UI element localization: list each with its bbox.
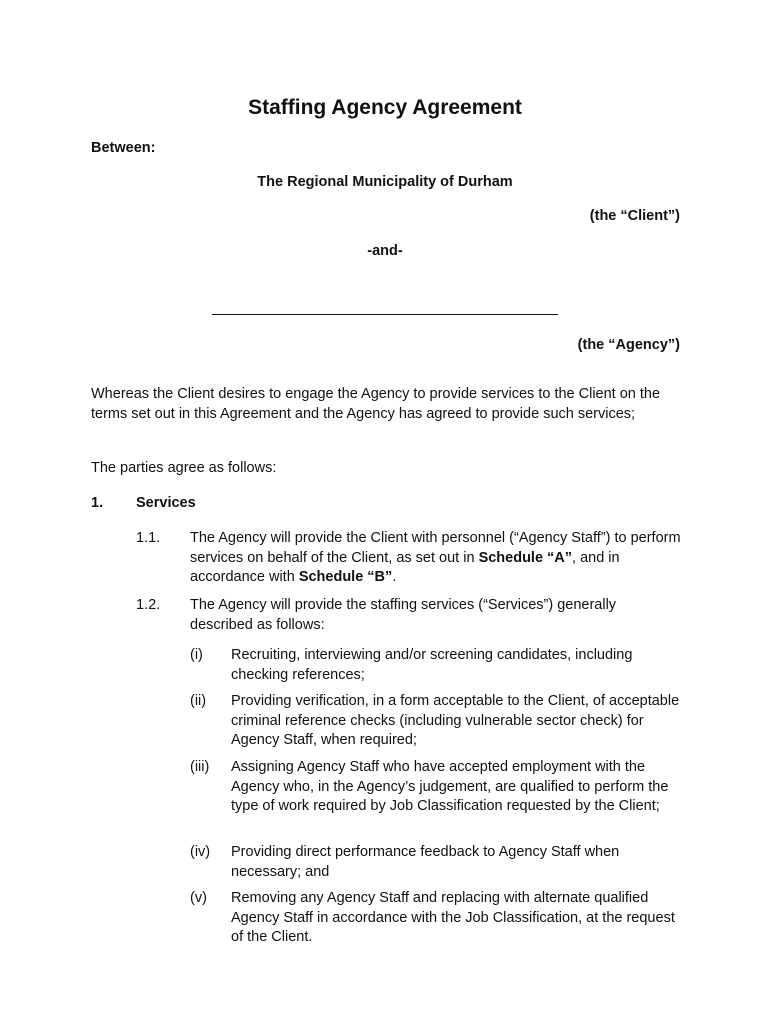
whereas-paragraph: Whereas the Client desires to engage the Agency to provide services to the Client on the terms set out in this Agreement and the Agency has agreed to provide such services; <box>91 386 661 422</box>
schedule-a-ref: Schedule “A” <box>478 549 573 566</box>
list-item-text: Assigning Agency Staff who have accepted employment with the Agency who, in the Agency’s judgement, are qualified to perform the type of work required by Job Classification requested by the Client; <box>231 759 669 814</box>
list-item-text: Removing any Agency Staff and replacing with alternate qualified Agency Staff in accordance with the Job Classification, at the request of the Client. <box>231 890 675 945</box>
between-label: Between: <box>91 140 156 156</box>
subsection-number: 1.2. <box>136 597 161 613</box>
subsection-number: 1.1. <box>136 530 161 546</box>
parties-agree-paragraph: The parties agree as follows: <box>91 460 277 476</box>
and-label: -and- <box>367 243 403 259</box>
client-tag: (the “Client”) <box>589 208 680 224</box>
subsection-text: The Agency will provide the staffing services (“Services”) generally described as follows: <box>190 597 617 633</box>
list-item-number: (i) <box>190 647 203 663</box>
agency-tag: (the “Agency”) <box>577 337 680 353</box>
list-item-text: Providing direct performance feedback to Agency Staff when necessary; and <box>231 844 620 880</box>
client-name: The Regional Municipality of Durham <box>257 174 513 190</box>
subsection-text <box>190 529 682 588</box>
section-title: Services <box>136 495 196 511</box>
list-item-number: (ii) <box>190 693 207 709</box>
list-item-text: Providing verification, in a form acceptable to the Client, of acceptable criminal reference checks (including vulnerable sector check) for Agency Staff, when required; <box>231 693 680 748</box>
list-item-number: (iii) <box>190 759 210 775</box>
subsection-text-part: , and in accordance with <box>190 549 620 585</box>
document-title: Staffing Agency Agreement <box>248 96 522 119</box>
subsection-text-part: The Agency will provide the Client with personnel (“Agency Staff”) to perform services on behalf of the Client, as set out in <box>190 530 681 566</box>
schedule-b-ref: Schedule “B” <box>298 569 393 585</box>
list-item-text: Recruiting, interviewing and/or screening candidates, including checking references; <box>231 647 633 683</box>
list-item-number: (v) <box>190 890 207 906</box>
agency-name-blank-line <box>212 314 558 315</box>
list-item-number: (iv) <box>190 844 211 860</box>
subsection-text-part: . <box>392 569 397 585</box>
section-number: 1. <box>91 495 104 511</box>
